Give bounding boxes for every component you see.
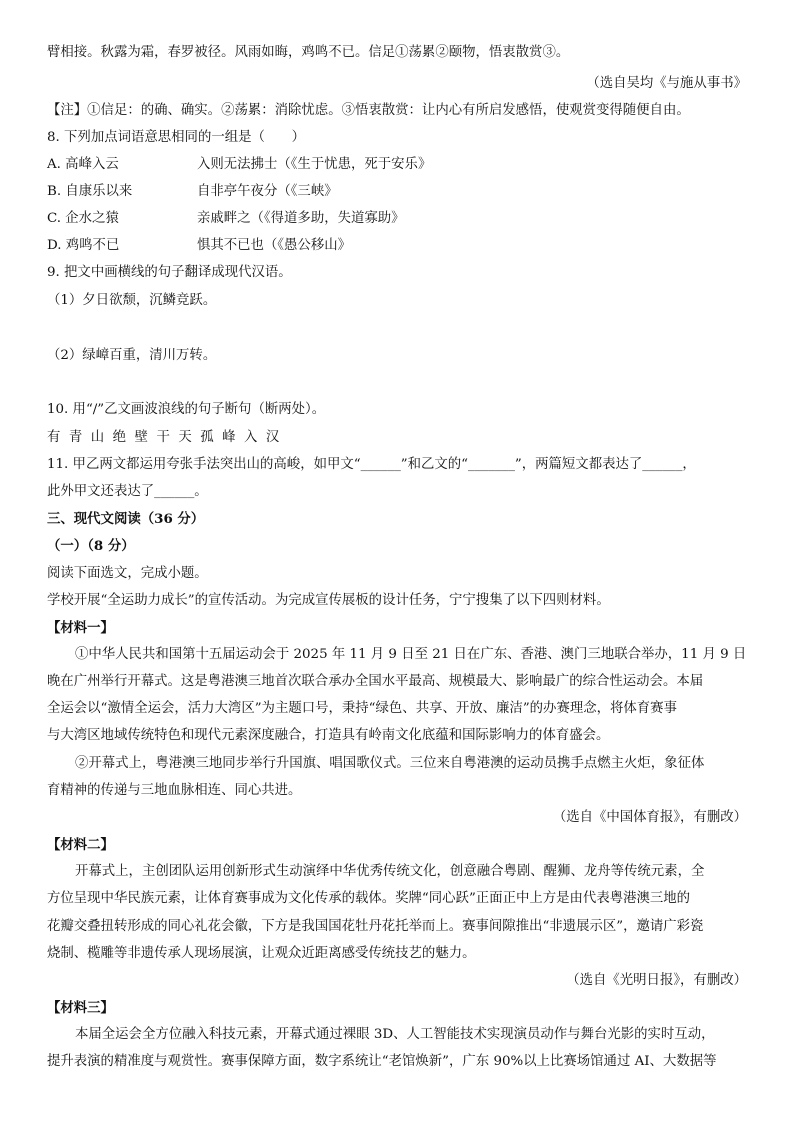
material-3-line-1: 本届全运会全方位融入科技元素，开幕式通过裸眼 3D、人工智能技术实现演员动作与舞台光影的实时互动， <box>75 1027 715 1042</box>
q8-option-d <box>47 237 747 255</box>
material-2-line-1: 开幕式上，主创团队运用创新形式生动演绎中华优秀传统文化，创意融合粤剧、醒狮、龙舟等传统元素，全 <box>75 864 705 879</box>
section-3-heading: 三、现代文阅读（36 分） <box>47 511 205 527</box>
question-11-line-1: 11. 甲乙两文都运用夸张手法突出山的高峻，如甲文“______”和乙文的“_______”，两篇短文都表达了______， <box>47 457 696 472</box>
material-1-title: 【材料一】 <box>47 620 114 636</box>
question-9-1: （1）夕日欲颓，沉鳞竞跃。 <box>47 293 217 308</box>
q8-option-b-right: 自非亭午夜分（《三峡》 <box>197 184 338 199</box>
q8-option-d-right: 惧其不已也（《愚公移山》 <box>197 238 351 253</box>
material-3-title: 【材料三】 <box>47 1000 114 1016</box>
material-2-title: 【材料二】 <box>47 837 114 853</box>
note-line: 【注】①信足：的确、确实。②荡累：消除忧虑。③悟衷散赏：让内心有所启发感悟，使观赏变得随便自由。 <box>47 103 690 118</box>
material-1-line-5: ②开幕式上，粤港澳三地同步举行升国旗、唱国歌仪式。三位来自粤港澳的运动员携手点燃主火炬，象征体 <box>75 756 705 771</box>
material-1-line-1: ①中华人民共和国第十五届运动会于 2025 年 11 月 9 日至 21 日在广东、香港、澳门三地联合举办，11 月 9 日 <box>75 647 747 662</box>
q8-option-a-left: A. 高峰入云 <box>47 157 119 172</box>
question-10: 10. 用“/”乙文画波浪线的句子断句（断两处）。 <box>47 402 326 417</box>
question-8: 8. 下列加点词语意思相同的一组是（ ） <box>47 130 306 145</box>
subsection-1-heading: （一）（8 分） <box>47 538 135 554</box>
material-1-line-3: 全运会以“激情全运会，活力大湾区”为主题口号，秉持“绿色、共享、开放、廉洁”的办赛理念，将体育赛事 <box>47 701 677 716</box>
q8-option-a-right: 入则无法拂士（《生于忧患，死于安乐》 <box>197 157 432 172</box>
q8-option-b-left: B. 自康乐以来 <box>47 184 133 199</box>
material-1-line-2: 晚在广州举行开幕式。这是粤港澳三地首次联合承办全国水平最高、规模最大、影响最广的综合性运动会。本届 <box>47 674 704 689</box>
passage-line-1: 臂相接。秋露为霜，春罗被径。风雨如晦，鸡鸣不已。信足①荡累②颐物，悟衷散赏③。 <box>47 45 570 60</box>
material-1-source: （选自《中国体育报》，有删改） <box>552 810 747 825</box>
reading-instruction: 阅读下面选文，完成小题。 <box>47 566 208 581</box>
intro-line: 学校开展“全运助力成长”的宣传活动。为完成宣传展板的设计任务，宁宁搜集了以下四则材料。 <box>47 593 610 608</box>
material-2-line-4: 烧制、榄雕等非遗传承人现场展演，让观众近距离感受传统技艺的魅力。 <box>47 946 476 961</box>
material-2-line-2: 方位呈现中华民族元素，让体育赛事成为文化传承的载体。奖牌“同心跃”正面正中上方是由代表粤港澳三地的 <box>47 891 691 906</box>
question-10-text: 有青山绝壁干天孤峰入汉 <box>47 430 288 445</box>
question-9-2: （2）绿嶂百重，清川万转。 <box>47 348 217 363</box>
q8-option-b <box>47 183 747 201</box>
material-1-line-6: 育精神的传递与三地血脉相连、同心共进。 <box>47 783 302 798</box>
question-11-line-2: 此外甲文还表达了______。 <box>47 484 208 499</box>
q8-option-d-left: D. 鸡鸣不已 <box>47 238 120 253</box>
q8-option-c <box>47 210 747 228</box>
material-2-line-3: 花瓣交叠扭转形成的同心礼花会徽，下方是我国国花牡丹花托举而上。赛事间隙推出“非遗展示区”，邀请广彩瓷 <box>47 919 704 934</box>
material-2-source: （选自《光明日报》，有删改） <box>566 973 747 988</box>
material-1-line-4: 与大湾区地域传统特色和现代元素深度融合，打造具有岭南文化底蕴和国际影响力的体育盛会。 <box>47 728 610 743</box>
q8-option-c-left: C. 企水之猿 <box>47 211 119 226</box>
material-3-line-2: 提升表演的精准度与观赏性。赛事保障方面，数字系统让“老馆焕新”，广东 90%以上比赛场馆通过 AI、大数据等 <box>47 1054 717 1069</box>
q8-option-c-right: 亲戚畔之（《得道多助，失道寡助》 <box>197 211 405 226</box>
passage-source: （选自吴均《与施从事书》 <box>586 76 747 91</box>
question-9: 9. 把文中画横线的句子翻译成现代汉语。 <box>47 265 292 280</box>
q8-option-a <box>47 156 747 174</box>
